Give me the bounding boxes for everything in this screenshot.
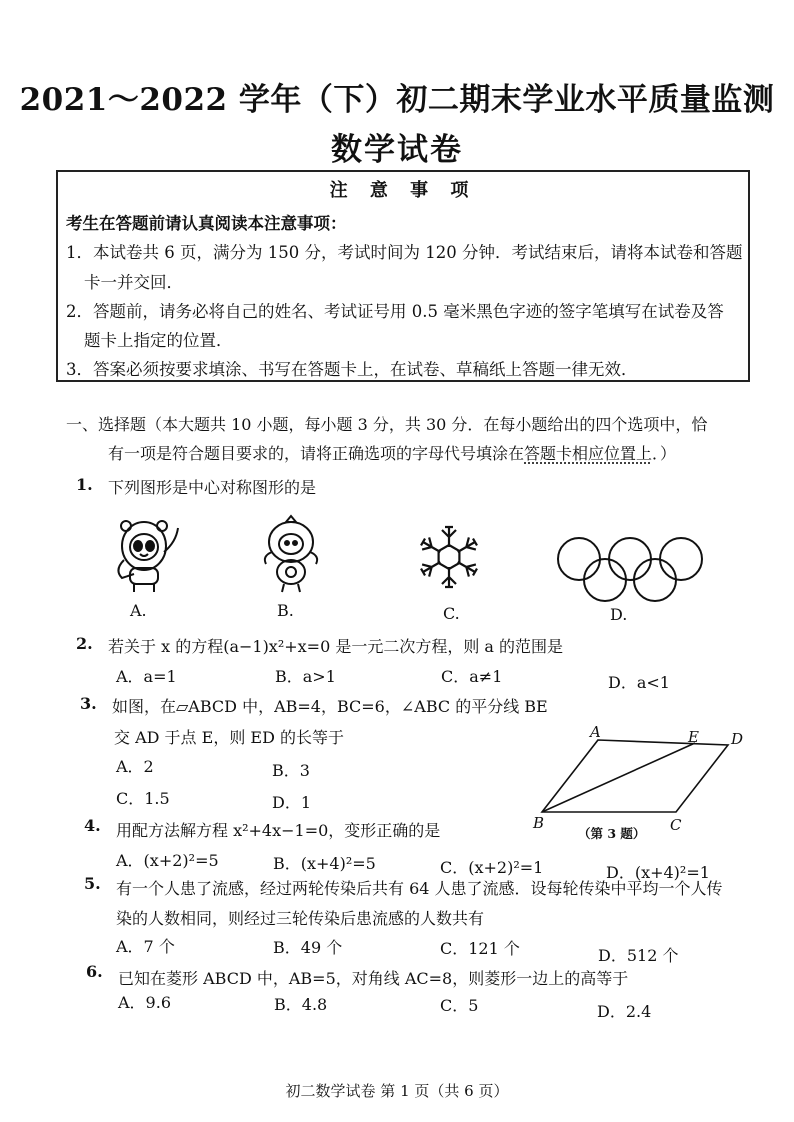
q5-number: 5. (84, 874, 101, 893)
q2-option-b: B．a>1 (275, 667, 336, 686)
exam-title: 2021～2022 学年（下）初二期末学业水平质量监测 (19, 82, 775, 118)
notice-heading: 注 意 事 项 (329, 180, 477, 201)
q6-option-b: B．4.8 (274, 995, 328, 1014)
q2-text: 若关于 x 的方程(a−1)x²+x=0 是一元二次方程，则 a 的范围是 (108, 637, 564, 656)
parallelogram-figure (528, 722, 758, 844)
q3-option-a: A．2 (116, 757, 154, 776)
q1-option-c: C. (443, 604, 460, 623)
q6-text: 已知在菱形 ABCD 中，AB=5，对角线 AC=8，则菱形一边上的高等于 (118, 969, 629, 988)
q3-option-b: B．3 (272, 761, 310, 780)
q1-number: 1. (76, 475, 93, 494)
mascot-panda-figure (104, 512, 188, 596)
q5-option-b: B．49 个 (273, 938, 343, 957)
q3-line-1: 如图，在▱ABCD 中，AB=4，BC=6，∠ABC 的平分线 BE (112, 697, 548, 716)
notice-item-2-line-1: 2．答题前，请务必将自己的姓名、考试证号用 0.5 毫米黑色字迹的签字笔填写在试卷及答 (66, 302, 724, 321)
q6-option-c: C．5 (440, 996, 479, 1015)
q5-line-2: 染的人数相同，则经过三轮传染后患流感的人数共有 (116, 909, 485, 928)
label-a: A (590, 723, 601, 741)
notice-item-1-line-2: 卡一并交回． (84, 273, 183, 292)
q1-option-d: D. (610, 605, 628, 624)
q2-option-a: A．a=1 (116, 667, 177, 686)
q3-option-d: D．1 (272, 793, 312, 812)
q3-option-c: C．1.5 (116, 789, 170, 808)
q1-text: 下列图形是中心对称图形的是 (108, 478, 317, 497)
q4-option-d: D．(x+4)²=1 (606, 863, 710, 882)
label-d: D (731, 730, 744, 748)
label-c: C (670, 816, 682, 834)
q4-text: 用配方法解方程 x²+4x−1=0，变形正确的是 (116, 821, 441, 840)
notice-box (56, 170, 750, 382)
q5-line-1: 有一个人患了流感，经过两轮传染后共有 64 人患了流感．设每轮传染中平均一个人传 (116, 879, 723, 898)
olympic-rings-figure (555, 535, 705, 605)
label-e: E (688, 728, 699, 746)
q5-option-a: A．7 个 (116, 937, 175, 956)
q4-number: 4. (84, 816, 101, 835)
mascot-lantern-figure (256, 512, 326, 596)
q6-option-d: D．2.4 (597, 1002, 652, 1021)
q4-option-b: B．(x+4)²=5 (273, 854, 376, 873)
section-1-line-1: 一、选择题（本大题共 10 小题，每小题 3 分，共 30 分．在每小题给出的四个选项中，恰 (66, 415, 708, 434)
notice-item-2-line-2: 题卡上指定的位置． (84, 331, 233, 350)
q2-number: 2. (76, 634, 93, 653)
q3-number: 3. (80, 694, 97, 713)
q6-number: 6. (86, 962, 103, 981)
q2-option-c: C．a≠1 (441, 667, 503, 686)
notice-intro: 考生在答题前请认真阅读本注意事项： (66, 214, 347, 233)
q6-option-a: A．9.6 (118, 993, 172, 1012)
q3-figure-caption: （第 3 题） (578, 826, 646, 841)
snowflake-figure (412, 520, 486, 594)
q5-option-d: D．512 个 (598, 946, 679, 965)
q3-line-2: 交 AD 于点 E，则 ED 的长等于 (114, 728, 345, 747)
q5-option-c: C．121 个 (440, 939, 520, 958)
q4-option-c: C．(x+2)²=1 (440, 858, 544, 877)
section-1-line-2: 有一项是符合题目要求的，请将正确选项的字母代号填涂在答题卡相应位置上．） (108, 444, 677, 463)
notice-item-1-line-1: 1．本试卷共 6 页，满分为 150 分，考试时间为 120 分钟．考试结束后，请将本试卷和答题 (66, 243, 743, 262)
q2-option-d: D．a<1 (608, 673, 670, 692)
q1-option-a: A. (130, 601, 147, 620)
q4-option-a: A．(x+2)²=5 (116, 851, 219, 870)
notice-item-3: 3．答案必须按要求填涂、书写在答题卡上，在试卷、草稿纸上答题一律无效． (66, 360, 638, 379)
page-footer: 初二数学试卷 第 1 页（共 6 页） (285, 1082, 509, 1100)
exam-subtitle: 数学试卷 (331, 132, 463, 168)
label-b: B (533, 814, 545, 832)
q1-option-b: B. (277, 601, 294, 620)
